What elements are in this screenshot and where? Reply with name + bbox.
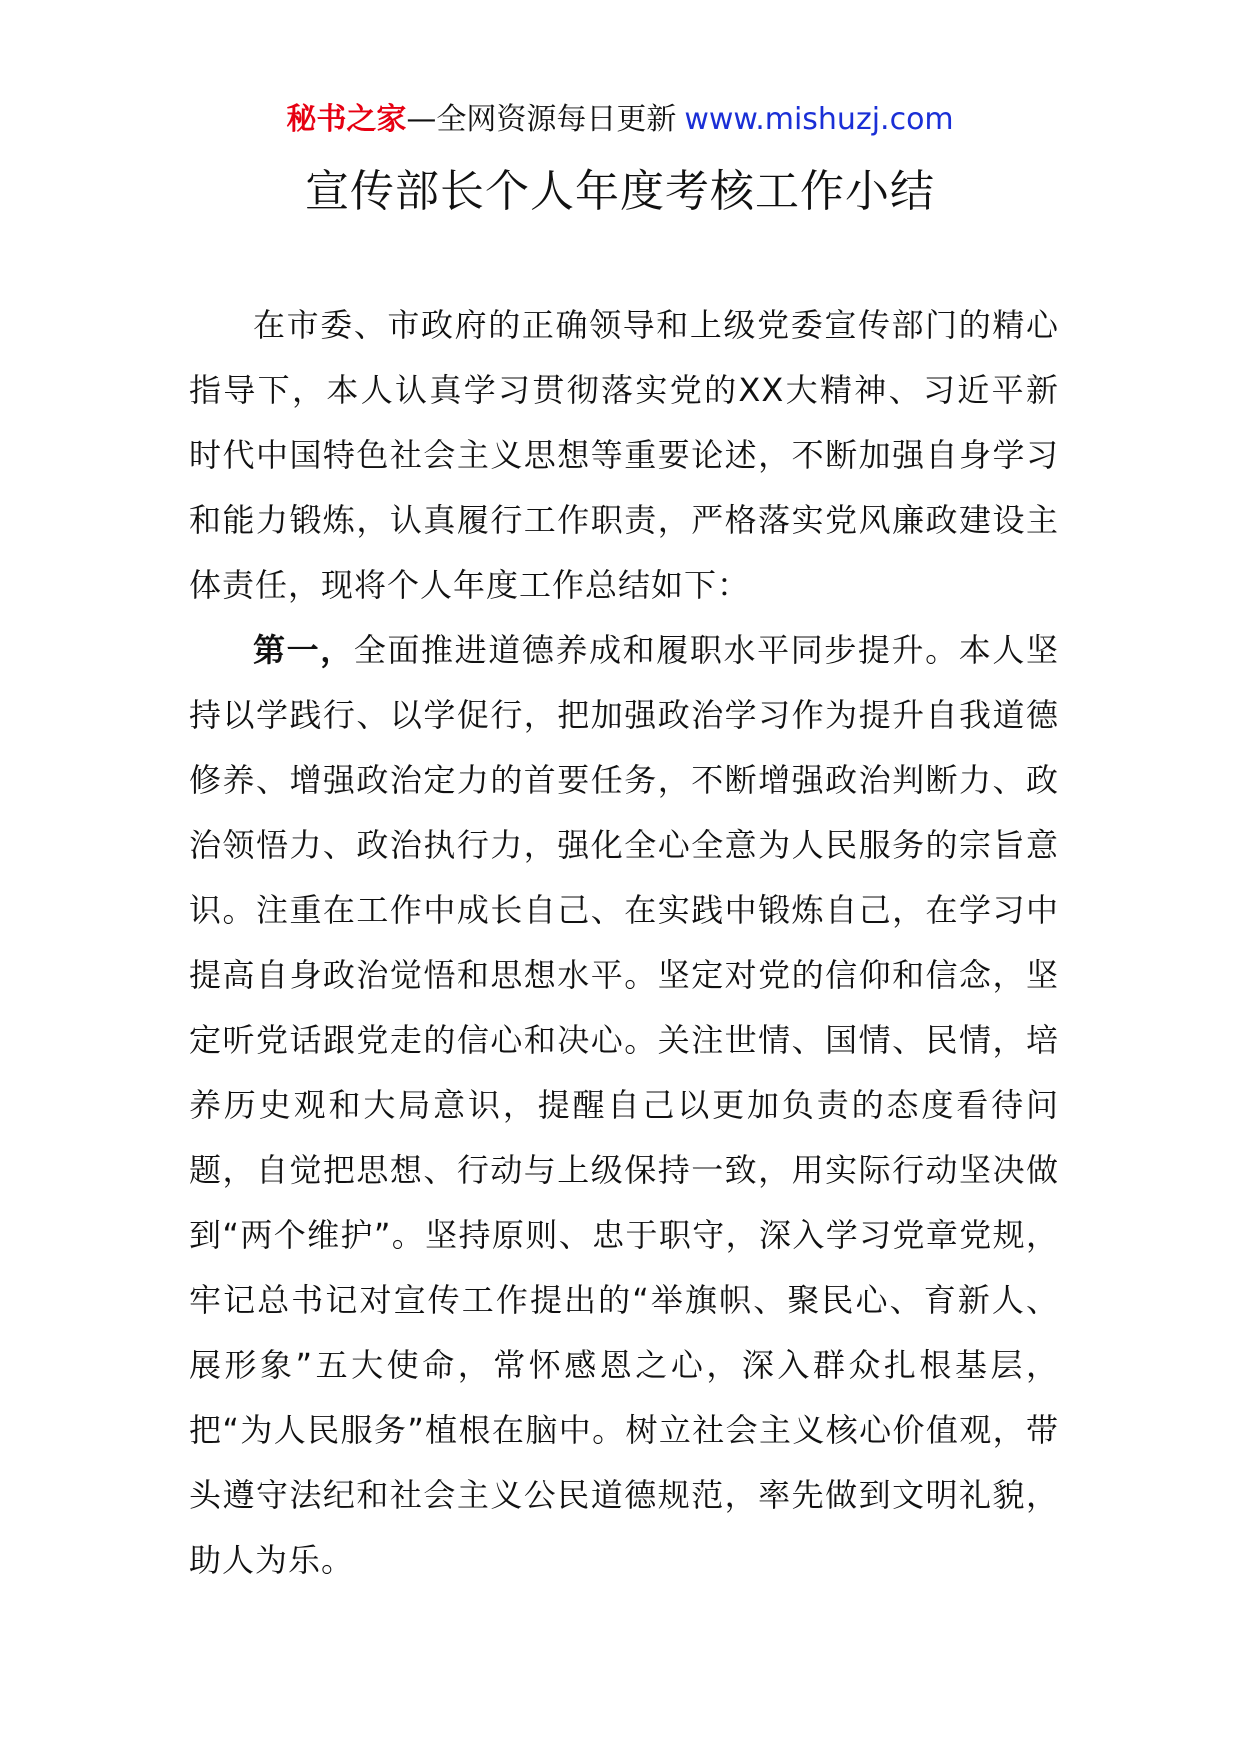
document-body — [189, 293, 1059, 1593]
site-url-link[interactable]: www.mishuzj.com — [684, 102, 954, 137]
section-1-paragraph — [189, 618, 1059, 1593]
document-title: 宣传部长个人年度考核工作小结 — [305, 166, 935, 217]
brand-name: 秘书之家 — [286, 102, 407, 137]
site-header — [0, 100, 1240, 140]
intro-paragraph: 在市委、市政府的正确领导和上级党委宣传部门的精心指导下，本人认真学习贯彻落实党的XX大精神、习近平新时代中国特色社会主义思想等重要论述，不断加强自身学习和能力锻炼，认真履行工作职责，严格落实党风廉政建设主体责任，现将个人年度工作总结如下： — [189, 306, 1059, 604]
section-1-body: 本人坚持以学践行、以学促行，把加强政治学习作为提升自我道德修养、增强政治定力的首要任务，不断增强政治判断力、政治领悟力、政治执行力，强化全心全意为人民服务的宗旨意识。注重在工作中成长自己、在实践中锻炼自己，在学习中提高自身政治觉悟和思想水平。坚定对党的信仰和信念，坚定听党话跟党走的信心和决心。关注世情、国情、民情，培养历史观和大局意识，提醒自己以更加负责的态度看待问题，自觉把思想、行动与上级保持一致，用实际行动坚决做到“两个维护”。坚持原则、忠于职守，深入学习党章党规，牢记总书记对宣传工作提出的“举旗帜、聚民心、育新人、展形象”五大使命，常怀感恩之心，深入群众扎根基层，把“为人民服务”植根在脑中。树立社会主义核心价值观，带头遵守法纪和社会主义公民道德规范，率先做到文明礼貌，助人为乐。 — [189, 631, 1059, 1579]
header-slogan: —全网资源每日更新 — [406, 102, 677, 137]
section-1-lead: 第一， — [253, 631, 354, 669]
section-1-heading: 全面推进道德养成和履职水平同步提升。 — [353, 631, 959, 669]
